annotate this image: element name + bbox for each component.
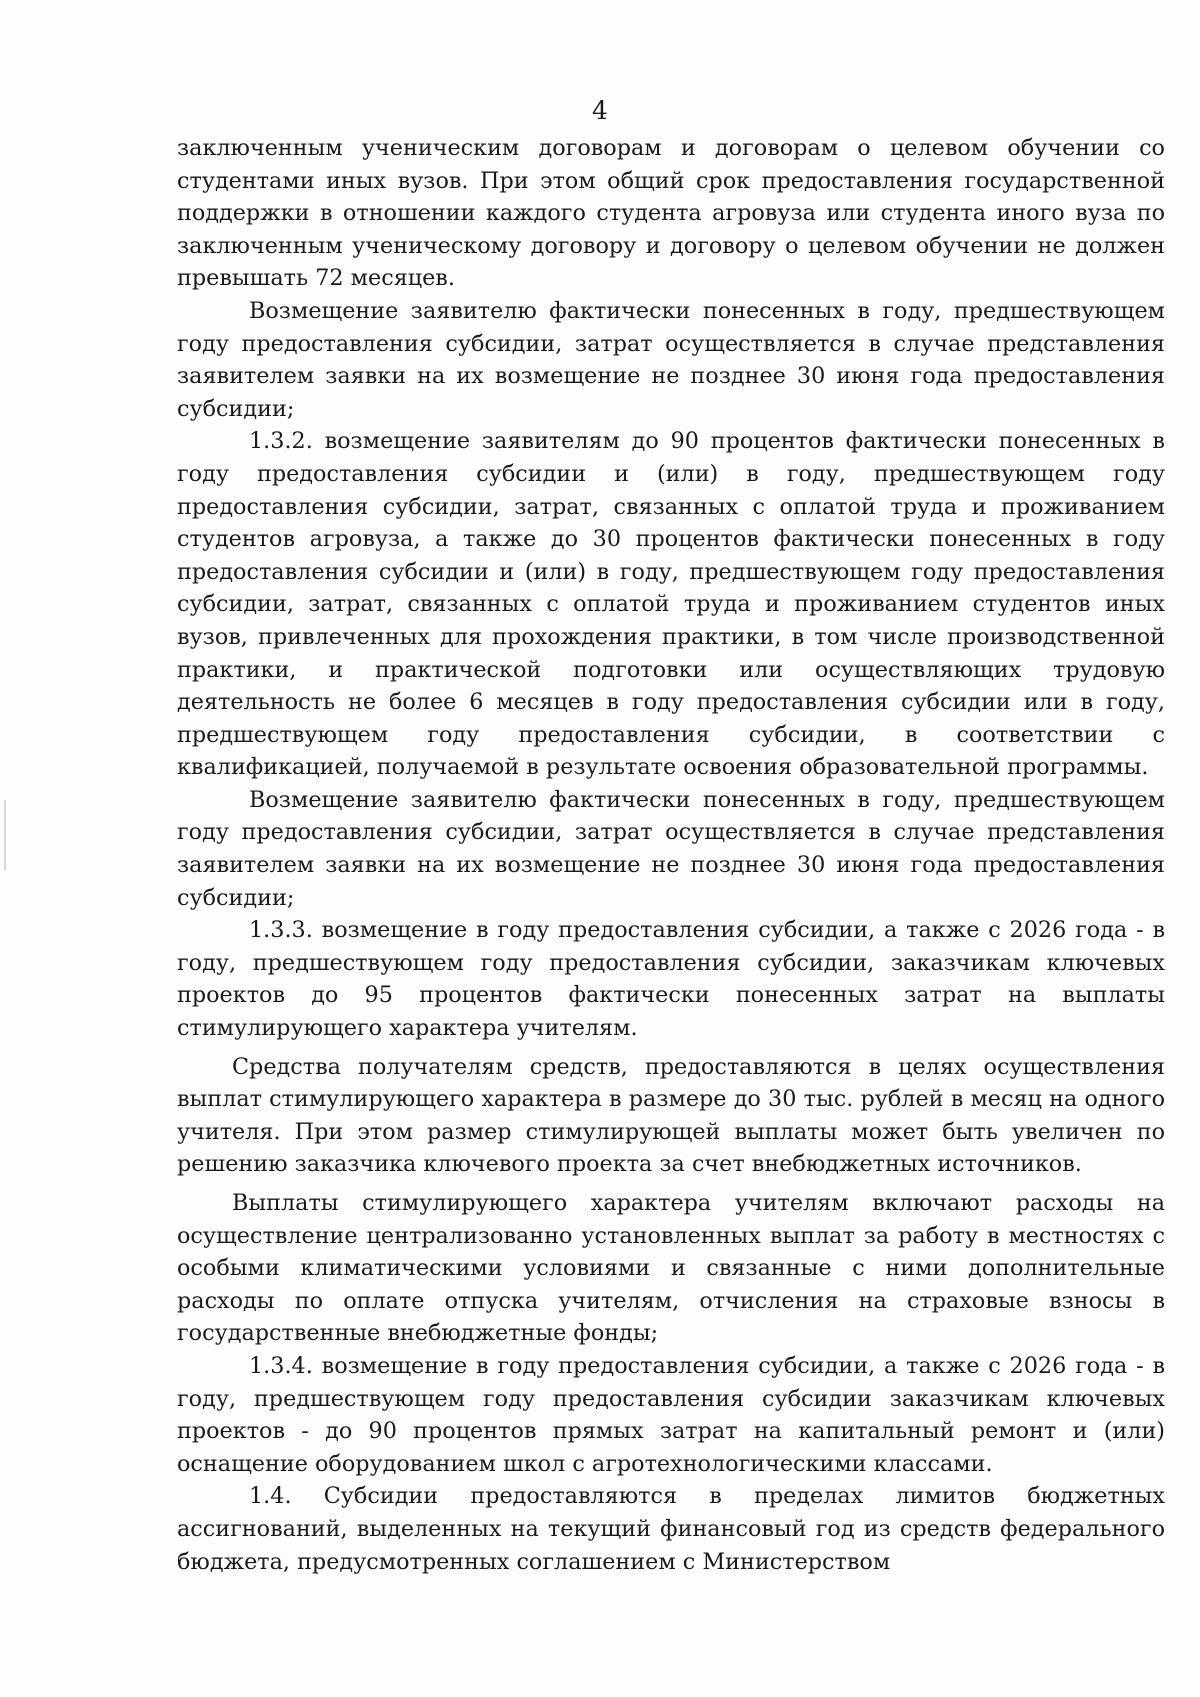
paragraph-continuation: заключенным ученическим договорам и договорам о целевом обучении со студентами иных вузов. При этом общий срок предоставления государственной поддержки в отношении каждого студента агровуза или студента иного вуза по заключенным ученическому договору и договору о целевом обучении не должен превышать 72 месяцев. xyxy=(177,135,1165,292)
page-number: 4 xyxy=(592,96,608,125)
paragraph-teacher-payments: Средства получателям средств, предоставляются в целях осуществления выплат стимулирующего характера в размере до 30 тыс. рублей в месяц на одного учителя. При этом размер стимулирующей выплаты может быть увеличен по решению заказчика ключевого проекта за счет внебюджетных источников. xyxy=(177,1053,1165,1178)
paragraph-clause-1-3-4: 1.3.4. возмещение в году предоставления субсидии, а также с 2026 года - в году, предшествующем году предоставления субсидии заказчикам ключевых проектов - до 90 процентов прямых затрат на капитальный ремонт и (или) оснащение оборудованием школ с агротехнологическими классами. xyxy=(177,1352,1165,1477)
paragraph-incentive-expenses: Выплаты стимулирующего характера учителям включают расходы на осуществление централизованно установленных выплат за работу в местностях с особыми климатическими условиями и связанные с ними дополнительные расходы по оплате отпуска учителям, отчисления на страховые взносы в государственные внебюджетные фонды; xyxy=(177,1190,1165,1347)
paragraph-clause-1-3-2: 1.3.2. возмещение заявителям до 90 процентов фактически понесенных в году предоставления субсидии и (или) в году, предшествующем году предоставления субсидии, затрат, связанных с оплатой труда и проживанием студентов агровуза, а также до 30 процентов фактически понесенных в году предоставления субсидии и (или) в году, предшествующем году предоставления субсидии, затрат, связанных с оплатой труда и проживанием студентов иных вузов, привлеченных для прохождения практики, в том числе производственной практики, и практической подготовки или осуществляющих трудовую деятельность не более 6 месяцев в году предоставления субсидии или в году, предшествующем году предоставления субсидии, в соответствии с квалификацией, получаемой в результате освоения образовательной программы. xyxy=(177,428,1165,781)
paragraph-reimbursement-deadline: Возмещение заявителю фактически понесенных в году, предшествующем году предоставления субсидии, затрат осуществляется в случае представления заявителем заявки на их возмещение не позднее 30 июня года предоставления субсидии; xyxy=(177,297,1165,422)
paragraph-reimbursement-deadline-2: Возмещение заявителю фактически понесенных в году, предшествующем году предоставления субсидии, затрат осуществляется в случае представления заявителем заявки на их возмещение не позднее 30 июня года предоставления субсидии; xyxy=(177,786,1165,911)
scan-edge-mark xyxy=(4,800,6,870)
paragraph-clause-1-4: 1.4. Субсидии предоставляются в пределах лимитов бюджетных ассигнований, выделенных на текущий финансовый год из средств федерального бюджета, предусмотренных соглашением с Министерством xyxy=(177,1483,1165,1575)
document-body xyxy=(177,132,1165,1578)
paragraph-clause-1-3-3: 1.3.3. возмещение в году предоставления субсидии, а также с 2026 года - в году, предшествующем году предоставления субсидии, заказчикам ключевых проектов до 95 процентов фактически понесенных затрат на выплаты стимулирующего характера учителям. xyxy=(177,917,1165,1042)
